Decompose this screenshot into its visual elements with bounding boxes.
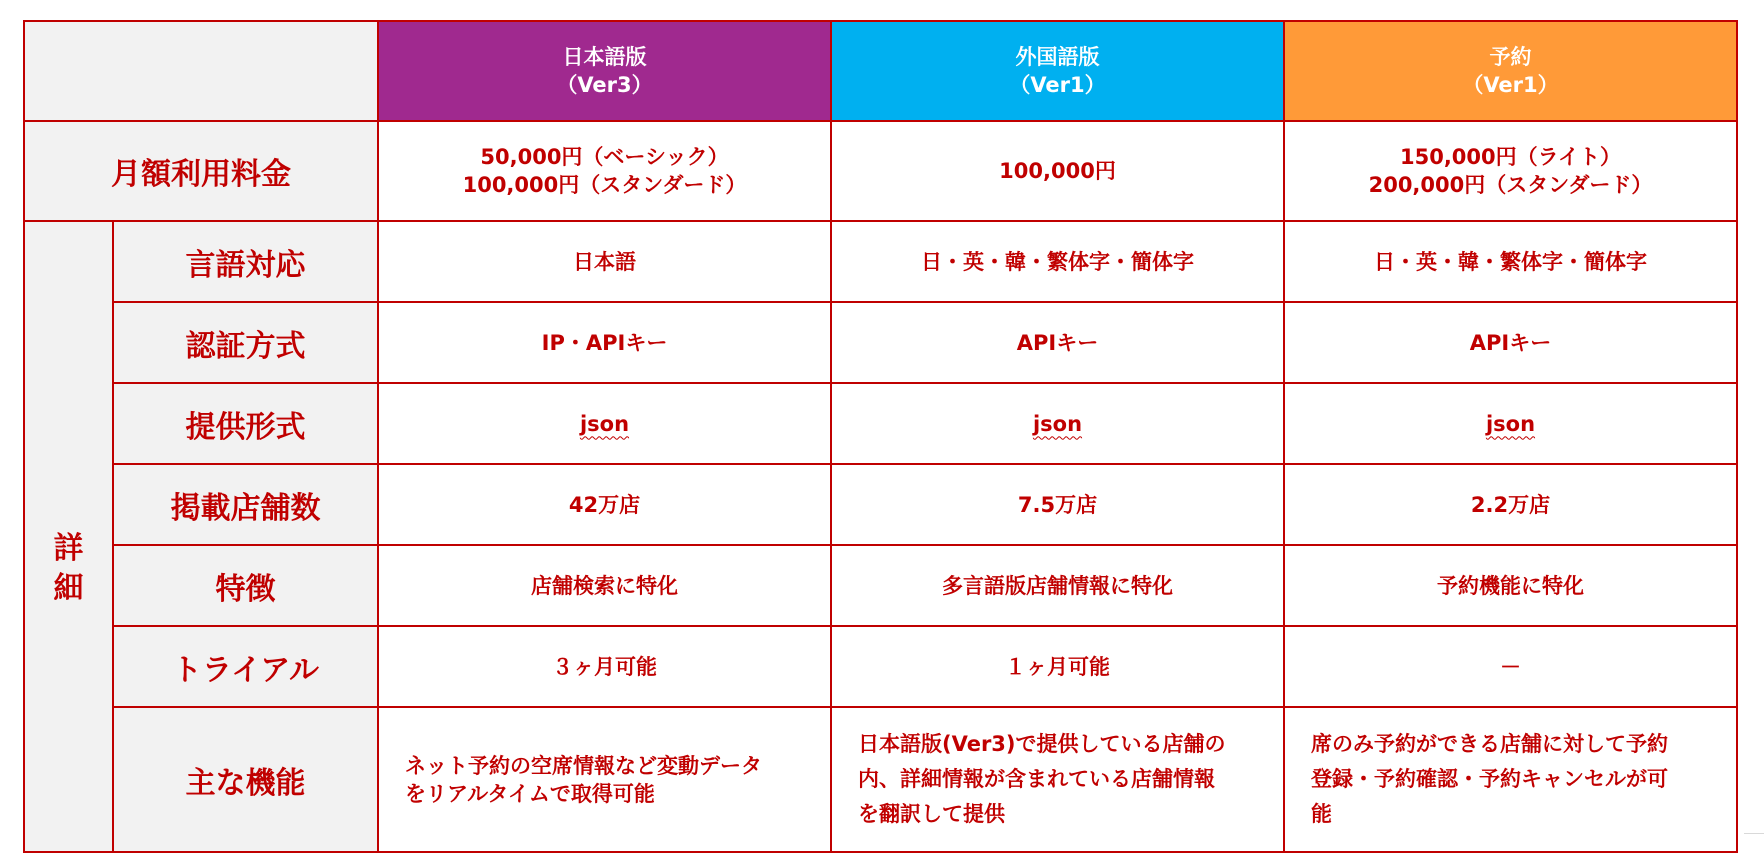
column-header-japanese (378, 21, 831, 121)
detail-cell: 2.2万店 (1284, 464, 1737, 545)
text-line: 登録・予約確認・予約キャンセルが可 (1311, 767, 1668, 791)
row-label-main-functions: 主な機能 (113, 707, 378, 852)
detail-cell (1284, 707, 1737, 852)
detail-cell (378, 383, 831, 464)
format-value: json (1485, 411, 1536, 436)
detail-cell: APIキー (1284, 302, 1737, 383)
detail-cell: 日・英・韓・繁体字・簡体字 (831, 221, 1284, 302)
price-cell (1284, 121, 1737, 221)
price-line: 100,000円（スタンダード） (462, 173, 747, 197)
row-label-format: 提供形式 (113, 383, 378, 464)
detail-cell: 42万店 (378, 464, 831, 545)
detail-cell (378, 707, 831, 852)
detail-cell: 7.5万店 (831, 464, 1284, 545)
detail-row-format (24, 383, 1737, 464)
detail-cell: １ヶ月可能 (831, 626, 1284, 707)
format-value: json (1032, 411, 1083, 436)
detail-cell: ３ヶ月可能 (378, 626, 831, 707)
detail-cell: 日・英・韓・繁体字・簡体字 (1284, 221, 1737, 302)
detail-cell: IP・APIキー (378, 302, 831, 383)
detail-row-stores (24, 464, 1737, 545)
row-label-features: 特徴 (113, 545, 378, 626)
row-label-language: 言語対応 (113, 221, 378, 302)
price-line: 100,000円 (999, 159, 1116, 183)
column-header-label: 日本語版 (562, 45, 647, 69)
detail-group-label (24, 221, 113, 852)
detail-cell (1284, 383, 1737, 464)
column-header-label: 外国語版 (1015, 45, 1100, 69)
detail-cell: 店舗検索に特化 (378, 545, 831, 626)
row-label-monthly-fee: 月額利用料金 (24, 121, 378, 221)
price-cell (831, 121, 1284, 221)
slide-edge-divider (1744, 833, 1764, 834)
column-header-version: （Ver3） (556, 73, 653, 97)
column-header-version: （Ver1） (1009, 73, 1106, 97)
column-header-reservation (1284, 21, 1737, 121)
column-header-foreign (831, 21, 1284, 121)
detail-cell: 日本語 (378, 221, 831, 302)
text-line: を翻訳して提供 (858, 802, 1005, 826)
text-line: 日本語版(Ver3)で提供している店舗の (858, 732, 1226, 756)
plan-comparison-table (23, 20, 1738, 853)
table-header-row (24, 21, 1737, 121)
price-line: 200,000円（スタンダード） (1368, 173, 1653, 197)
text-line: ネット予約の空席情報など変動データ (405, 753, 762, 778)
text-line: 内、詳細情報が含まれている店舗情報 (858, 767, 1215, 791)
row-label-stores: 掲載店舗数 (113, 464, 378, 545)
detail-row-main-functions (24, 707, 1737, 852)
column-header-label: 予約 (1489, 45, 1532, 69)
price-row (24, 121, 1737, 221)
price-line: 50,000円（ベーシック） (480, 145, 729, 169)
detail-cell: － (1284, 626, 1737, 707)
detail-row-language (24, 221, 1737, 302)
price-cell (378, 121, 831, 221)
detail-row-auth (24, 302, 1737, 383)
detail-row-features (24, 545, 1737, 626)
row-label-auth: 認証方式 (113, 302, 378, 383)
detail-group-text: 詳 細 (53, 530, 84, 606)
detail-cell: APIキー (831, 302, 1284, 383)
format-value: json (579, 411, 630, 436)
text-line: 席のみ予約ができる店舗に対して予約 (1311, 732, 1668, 756)
corner-cell (24, 21, 378, 121)
text-line: 能 (1311, 802, 1332, 826)
detail-cell (831, 383, 1284, 464)
price-line: 150,000円（ライト） (1399, 145, 1622, 169)
detail-row-trial (24, 626, 1737, 707)
text-line: をリアルタイムで取得可能 (405, 781, 655, 806)
detail-cell (831, 707, 1284, 852)
detail-cell: 多言語版店舗情報に特化 (831, 545, 1284, 626)
row-label-trial: トライアル (113, 626, 378, 707)
detail-cell: 予約機能に特化 (1284, 545, 1737, 626)
column-header-version: （Ver1） (1462, 73, 1559, 97)
